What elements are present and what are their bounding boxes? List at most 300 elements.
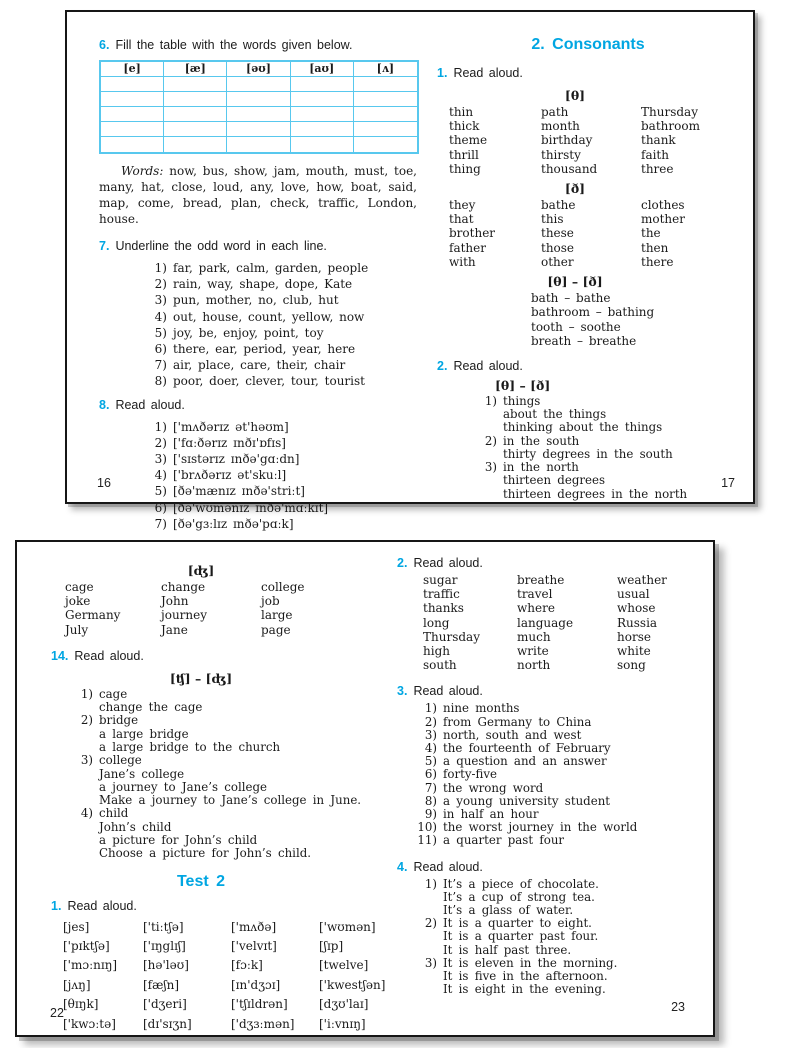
list-item bbox=[69, 741, 379, 754]
list-item bbox=[409, 878, 691, 891]
list-item bbox=[473, 408, 739, 421]
word-cell: weather bbox=[617, 573, 667, 587]
word-cell: Thursday bbox=[423, 629, 480, 644]
exercise-7-instruction: Underline the odd word in each line. bbox=[115, 239, 327, 253]
dzh-words-table bbox=[51, 580, 379, 637]
exercise-3-instruction: Read aloud. bbox=[413, 684, 483, 699]
word-cell: thanks bbox=[423, 601, 464, 616]
list-item bbox=[143, 341, 415, 357]
item-text: things bbox=[503, 393, 541, 408]
phonetic-transcription: ['kwɔːtə] bbox=[63, 1016, 116, 1031]
item-number: 1) bbox=[484, 393, 497, 408]
word-row bbox=[423, 573, 691, 587]
item-text: It is half past three. bbox=[443, 942, 572, 957]
word-cell: this bbox=[541, 212, 564, 227]
word-cell: sugar bbox=[423, 573, 458, 587]
word-cell: theme bbox=[449, 133, 488, 148]
word-cell: the bbox=[641, 226, 661, 241]
vowel-table-empty-row bbox=[101, 122, 417, 137]
item-text: the worst journey in the world bbox=[443, 820, 638, 835]
phonetic-transcription: ['mɔːnɪŋ] bbox=[63, 958, 118, 973]
item-number: 3) bbox=[484, 460, 497, 475]
word-cell: white bbox=[617, 644, 651, 659]
transcription-grid bbox=[63, 918, 386, 1034]
list-item bbox=[69, 714, 379, 727]
list-item bbox=[143, 260, 415, 276]
word-cell: large bbox=[261, 608, 293, 623]
list-item bbox=[409, 702, 691, 715]
word-row bbox=[65, 608, 379, 622]
vowel-table-header-cell: [aʊ] bbox=[291, 62, 354, 77]
item-text: It is five in the afternoon. bbox=[443, 969, 608, 984]
page-23 bbox=[379, 542, 713, 1035]
phonetic-transcription: ['ɪŋglɪʃ] bbox=[143, 939, 186, 954]
item-text: college bbox=[99, 753, 142, 768]
word-cell: thousand bbox=[541, 161, 598, 176]
item-text: joy, be, enjoy, point, toy bbox=[173, 325, 324, 340]
exercise-2-instruction: Read aloud. bbox=[413, 556, 483, 570]
vowel-table-header-cell: [æ] bbox=[164, 62, 227, 77]
exercise-7-list bbox=[143, 260, 415, 390]
exercise-8-instruction: Read aloud. bbox=[115, 397, 185, 412]
exercise-6-number: 6. bbox=[99, 38, 110, 52]
item-number: 6) bbox=[154, 500, 167, 515]
phonetic-transcription: ['mʌðərɪz ət'həʊm] bbox=[173, 419, 289, 434]
word-cell: high bbox=[423, 644, 450, 659]
item-text: thirteen degrees in the north bbox=[503, 486, 688, 501]
word-cell: clothes bbox=[641, 198, 685, 213]
transcription-row bbox=[63, 976, 386, 995]
word-row bbox=[449, 148, 739, 162]
exercise-4-heading bbox=[397, 860, 691, 875]
item-text: Choose a picture for John’s child. bbox=[99, 846, 312, 861]
item-text: a picture for John’s child bbox=[99, 833, 258, 848]
word-cell: Russia bbox=[617, 615, 658, 630]
item-text: John’s child bbox=[99, 819, 172, 834]
list-item bbox=[143, 373, 415, 389]
phonetic-transcription: [jes] bbox=[63, 919, 90, 934]
word-cell: with bbox=[449, 254, 476, 269]
word-cell: faith bbox=[641, 147, 669, 162]
list-item bbox=[473, 435, 739, 448]
item-text: change the cage bbox=[99, 700, 203, 715]
word-cell: breathe bbox=[517, 573, 565, 587]
page-16 bbox=[67, 12, 417, 531]
word-cell: song bbox=[617, 658, 646, 673]
item-number: 3) bbox=[80, 753, 93, 768]
item-text: forty-five bbox=[443, 767, 498, 782]
vowel-table-empty-cell bbox=[354, 122, 417, 137]
page-number-22: 22 bbox=[50, 1006, 64, 1020]
list-item bbox=[143, 357, 415, 373]
vowel-table-empty-cell bbox=[164, 92, 227, 107]
item-number: 1) bbox=[424, 701, 437, 716]
word-cell: whose bbox=[617, 601, 656, 616]
item-text: far, park, calm, garden, people bbox=[173, 261, 369, 275]
list-item bbox=[409, 930, 691, 943]
item-text: It’s a glass of water. bbox=[443, 903, 574, 918]
list-item bbox=[473, 421, 739, 434]
list-item bbox=[473, 488, 739, 501]
theta-eth-pairs-list bbox=[531, 291, 654, 349]
word-row bbox=[449, 162, 739, 176]
item-text: the wrong word bbox=[443, 780, 544, 795]
vowel-table-empty-cell bbox=[291, 107, 354, 122]
item-text: a journey to Jane’s college bbox=[99, 779, 268, 794]
phonetic-transcription: ['brʌðərɪz ət'skuːl] bbox=[173, 468, 287, 483]
page-number-17: 17 bbox=[721, 476, 735, 490]
phonetic-transcription: ['fɑːðərɪz ɪnðɪ'ɒfɪs] bbox=[173, 435, 286, 450]
word-cell: brother bbox=[449, 226, 496, 241]
vowel-table-empty-cell bbox=[354, 107, 417, 122]
list-item bbox=[473, 474, 739, 487]
phonetic-transcription: ['dʒɜːmən] bbox=[231, 1016, 295, 1031]
item-text: in the north bbox=[503, 460, 579, 475]
item-number: 5) bbox=[424, 754, 437, 769]
exercise-6-instruction: Fill the table with the words given below. bbox=[115, 38, 353, 52]
item-text: It is eleven in the morning. bbox=[443, 955, 618, 970]
word-row bbox=[423, 658, 691, 672]
item-number: 1) bbox=[154, 419, 167, 434]
consonants-section-title: 2. Consonants bbox=[531, 36, 645, 53]
word-cell: joke bbox=[65, 594, 91, 609]
word-cell: those bbox=[541, 240, 575, 255]
word-bank-text: now, bus, show, jam, mouth, must, toe, many, hat, close, loud, any, love, how, boat, said, map, come, bread, plan, check, traffic, London, house. bbox=[99, 164, 417, 226]
item-text: child bbox=[99, 806, 129, 821]
list-item bbox=[143, 309, 415, 325]
phonetic-transcription: ['pɪktʃə] bbox=[63, 939, 110, 954]
phonetic-transcription: [θɪŋk] bbox=[63, 997, 99, 1012]
list-item bbox=[143, 500, 415, 516]
exercise-8-transcription-list bbox=[143, 419, 415, 532]
word-cell: where bbox=[517, 601, 555, 616]
phonetic-transcription: [ðə'mænɪz ɪnðə'striːt] bbox=[173, 484, 305, 499]
phonetic-transcription: ['velvɪt] bbox=[231, 939, 277, 954]
vowel-table-empty-cell bbox=[164, 122, 227, 137]
vowel-table-empty-cell bbox=[354, 77, 417, 92]
item-text: air, place, care, their, chair bbox=[173, 358, 346, 373]
item-number: 2) bbox=[424, 916, 437, 931]
page-17 bbox=[415, 12, 753, 502]
item-number: 1) bbox=[80, 686, 93, 701]
word-cell: thing bbox=[449, 161, 481, 176]
item-number bbox=[69, 768, 93, 781]
item-number: 6) bbox=[424, 767, 437, 782]
item-number: 3) bbox=[154, 452, 167, 467]
list-item bbox=[69, 794, 379, 807]
phonetic-transcription: ['tiːtʃə] bbox=[143, 919, 184, 934]
phonetic-transcription: [dʒʊ'laɪ] bbox=[319, 997, 369, 1012]
theta-eth-pairs-header: [θ] – [ð] bbox=[547, 274, 603, 290]
phonetic-transcription: [ɪn'dʒɔɪ] bbox=[231, 977, 281, 992]
page-22 bbox=[17, 542, 386, 1035]
test2-exercise-1-instruction: Read aloud. bbox=[67, 898, 137, 913]
item-number: 3) bbox=[154, 293, 167, 308]
phonetic-transcription: ['tʃɪldrən] bbox=[231, 997, 288, 1012]
item-number: 4) bbox=[424, 741, 437, 756]
item-number bbox=[473, 474, 497, 487]
item-text: north, south and west bbox=[443, 727, 582, 742]
item-number bbox=[409, 891, 437, 904]
word-cell: three bbox=[641, 161, 674, 176]
exercise-7-heading bbox=[99, 239, 415, 254]
word-row bbox=[449, 133, 739, 147]
item-number bbox=[69, 847, 93, 860]
list-item bbox=[143, 419, 415, 435]
list-item bbox=[143, 435, 415, 451]
exercise-4-instruction: Read aloud. bbox=[413, 859, 483, 874]
page-number-16: 16 bbox=[97, 476, 111, 490]
word-cell: John bbox=[161, 594, 189, 609]
item-number bbox=[69, 821, 93, 834]
vowel-table-empty-row bbox=[101, 137, 417, 152]
vowel-table-empty-cell bbox=[227, 122, 290, 137]
item-number: 1) bbox=[424, 876, 437, 891]
book-spread-pages-16-17 bbox=[65, 10, 755, 531]
book-spread-pages-22-23 bbox=[15, 540, 715, 1037]
vowel-table-header-cell: [ʌ] bbox=[354, 62, 417, 77]
word-cell: thin bbox=[449, 105, 474, 119]
item-number: 3) bbox=[424, 727, 437, 742]
item-text: Make a journey to Jane’s college in June. bbox=[99, 793, 362, 808]
exercise-8-heading bbox=[99, 398, 415, 413]
word-row bbox=[65, 594, 379, 608]
item-text: It is a quarter to eight. bbox=[443, 916, 592, 931]
word-cell: July bbox=[65, 622, 89, 637]
exercise-2-instruction: Read aloud. bbox=[453, 358, 523, 373]
item-text: It is a quarter past four. bbox=[443, 929, 599, 944]
exercise-7-number: 7. bbox=[99, 239, 110, 253]
item-number: 4) bbox=[154, 309, 167, 324]
exercise-4-number: 4. bbox=[397, 859, 408, 874]
word-row bbox=[449, 241, 739, 255]
word-cell: language bbox=[517, 615, 574, 630]
item-text: Jane’s college bbox=[99, 766, 185, 781]
item-number bbox=[69, 741, 93, 754]
word-row bbox=[423, 644, 691, 658]
item-number: 2) bbox=[154, 435, 167, 450]
word-cell: north bbox=[517, 658, 551, 673]
vowel-table-empty-row bbox=[101, 107, 417, 122]
phonetic-transcription: ['iːvnɪŋ] bbox=[319, 1016, 366, 1031]
item-number: 1) bbox=[154, 261, 167, 275]
item-number: 9) bbox=[424, 807, 437, 822]
item-text: in half an hour bbox=[443, 807, 539, 822]
item-number: 10) bbox=[417, 820, 437, 835]
phonetic-transcription: [fæʃn] bbox=[143, 977, 180, 992]
word-cell: traffic bbox=[423, 587, 460, 602]
word-row bbox=[449, 198, 739, 212]
word-cell: they bbox=[449, 198, 476, 213]
item-number: 5) bbox=[154, 325, 167, 340]
item-number bbox=[409, 944, 437, 957]
word-cell: much bbox=[517, 629, 551, 644]
word-row bbox=[449, 226, 739, 240]
vowel-table-empty-cell bbox=[227, 107, 290, 122]
item-text: rain, way, shape, dope, Kate bbox=[173, 277, 353, 292]
list-item bbox=[143, 467, 415, 483]
list-item bbox=[143, 451, 415, 467]
list-item bbox=[69, 821, 379, 834]
word-cell: then bbox=[641, 240, 669, 255]
item-number bbox=[69, 781, 93, 794]
list-item bbox=[69, 701, 379, 714]
vowel-table-header-cell: [e] bbox=[101, 62, 164, 77]
transcription-row bbox=[63, 937, 379, 956]
phonetic-transcription: [ʃɪp] bbox=[319, 939, 344, 954]
vowel-table-empty-cell bbox=[101, 107, 164, 122]
exercise-3-list bbox=[409, 702, 691, 847]
word-cell: write bbox=[517, 644, 549, 659]
vowel-fill-table bbox=[99, 60, 419, 154]
word-cell: horse bbox=[617, 629, 651, 644]
exercise-3-heading bbox=[397, 684, 691, 699]
list-item bbox=[69, 807, 379, 820]
item-text: a quarter past four bbox=[443, 833, 565, 848]
vowel-table-header-cell: [əʊ] bbox=[227, 62, 290, 77]
vowel-table-empty-cell bbox=[354, 92, 417, 107]
item-number: 5) bbox=[154, 484, 167, 499]
vowel-table-empty-cell bbox=[101, 137, 164, 152]
exercise-2-number: 2. bbox=[397, 556, 408, 570]
list-item bbox=[409, 983, 691, 996]
transcription-row bbox=[63, 1015, 379, 1034]
item-number: 8) bbox=[424, 793, 437, 808]
word-cell: that bbox=[449, 212, 474, 227]
item-number bbox=[473, 421, 497, 434]
word-cell: job bbox=[261, 594, 280, 609]
word-cell: path bbox=[541, 105, 569, 119]
phonetic-transcription: [twelve] bbox=[319, 958, 369, 973]
transcription-row bbox=[63, 956, 379, 975]
item-number: 2) bbox=[80, 713, 93, 728]
test-2-title: Test 2 bbox=[176, 872, 226, 890]
transcription-row bbox=[63, 918, 379, 937]
item-number: 7) bbox=[154, 516, 167, 531]
item-number bbox=[409, 970, 437, 983]
word-cell: mother bbox=[641, 212, 685, 227]
phonetic-transcription: ['wʊmən] bbox=[319, 919, 376, 934]
item-text: poor, doer, clever, tour, tourist bbox=[173, 374, 365, 389]
word-cell: Germany bbox=[65, 608, 121, 623]
exercise-2-heading bbox=[397, 556, 691, 571]
item-number bbox=[69, 834, 93, 847]
exercise-6-heading bbox=[99, 38, 415, 53]
item-number: 7) bbox=[424, 780, 437, 795]
exercise-2-words-table bbox=[397, 573, 691, 672]
list-item bbox=[143, 483, 415, 499]
vowel-table-empty-row bbox=[101, 92, 417, 107]
exercise-1-number: 1. bbox=[437, 66, 448, 80]
ch-dzh-pairs-header: [ʧ] – [ʤ] bbox=[169, 670, 233, 686]
word-cell: cage bbox=[65, 580, 94, 594]
vowel-table-empty-cell bbox=[101, 92, 164, 107]
word-row bbox=[449, 255, 739, 269]
item-number bbox=[69, 794, 93, 807]
item-text: cage bbox=[99, 686, 128, 701]
item-number: 2) bbox=[484, 433, 497, 448]
word-cell: birthday bbox=[541, 133, 593, 148]
list-item bbox=[69, 728, 379, 741]
list-item bbox=[143, 325, 415, 341]
word-cell: Jane bbox=[161, 622, 188, 637]
list-item bbox=[69, 834, 379, 847]
word-cell: bathroom bbox=[641, 119, 700, 134]
word-row bbox=[423, 616, 691, 630]
item-number: 4) bbox=[154, 468, 167, 483]
test2-exercise-1-heading bbox=[51, 899, 379, 914]
word-pair: bathroom – bathing bbox=[531, 305, 655, 320]
item-number: 7) bbox=[154, 358, 167, 373]
phonetic-transcription: [ðə'gɜːlɪz ɪnðə'pɑːk] bbox=[173, 516, 294, 531]
vowel-table-empty-cell bbox=[291, 122, 354, 137]
exercise-3-number: 3. bbox=[397, 684, 408, 699]
item-text: from Germany to China bbox=[443, 714, 592, 729]
item-text: out, house, count, yellow, now bbox=[173, 309, 365, 324]
list-item bbox=[409, 782, 691, 795]
item-text: pun, mother, no, club, hut bbox=[173, 293, 339, 308]
word-cell: other bbox=[541, 254, 574, 269]
item-text: thirty degrees in the south bbox=[503, 446, 673, 461]
word-cell: college bbox=[261, 580, 305, 594]
item-text: a young university student bbox=[443, 793, 611, 808]
exercise-14-list bbox=[69, 688, 379, 861]
exercise-2-number: 2. bbox=[437, 358, 448, 373]
dzh-header: [ʤ] bbox=[187, 563, 215, 578]
exercise-1-heading bbox=[437, 66, 739, 81]
list-item bbox=[143, 276, 415, 292]
vowel-table-empty-cell bbox=[227, 77, 290, 92]
item-number bbox=[473, 408, 497, 421]
word-cell: thick bbox=[449, 119, 480, 134]
word-bank-paragraph bbox=[99, 163, 417, 227]
item-text: in the south bbox=[503, 433, 580, 448]
word-pair: breath – breathe bbox=[531, 334, 637, 349]
list-item bbox=[473, 461, 739, 474]
eth-header: [ð] bbox=[564, 181, 586, 197]
list-item bbox=[69, 688, 379, 701]
word-cell: change bbox=[161, 580, 206, 594]
item-text: thirteen degrees bbox=[503, 473, 606, 488]
vowel-table-header-row bbox=[101, 62, 417, 77]
word-row bbox=[423, 587, 691, 601]
phonetic-transcription: [hə'ləʊ] bbox=[143, 958, 189, 973]
test2-exercise-1-number: 1. bbox=[51, 898, 62, 913]
phonetic-transcription: [fɔːk] bbox=[231, 958, 263, 973]
list-item bbox=[69, 768, 379, 781]
item-text: a question and an answer bbox=[443, 754, 607, 769]
word-cell: these bbox=[541, 226, 574, 241]
vowel-table-empty-cell bbox=[164, 137, 227, 152]
list-item bbox=[409, 834, 691, 847]
word-cell: there bbox=[641, 254, 674, 269]
item-number: 3) bbox=[424, 955, 437, 970]
item-text: It’s a piece of chocolate. bbox=[443, 876, 599, 891]
word-cell: page bbox=[261, 622, 291, 637]
vowel-table-empty-cell bbox=[291, 92, 354, 107]
word-cell: usual bbox=[617, 587, 650, 602]
item-number: 2) bbox=[154, 277, 167, 292]
item-text: a large bridge to the church bbox=[99, 740, 281, 754]
exercise-2-list bbox=[473, 395, 739, 501]
word-cell: month bbox=[541, 119, 580, 134]
word-cell: Thursday bbox=[641, 105, 698, 119]
word-row bbox=[423, 601, 691, 615]
list-item bbox=[409, 944, 691, 957]
list-item bbox=[473, 395, 739, 408]
exercise-14-number: 14. bbox=[51, 648, 69, 663]
vowel-table-empty-cell bbox=[164, 107, 227, 122]
